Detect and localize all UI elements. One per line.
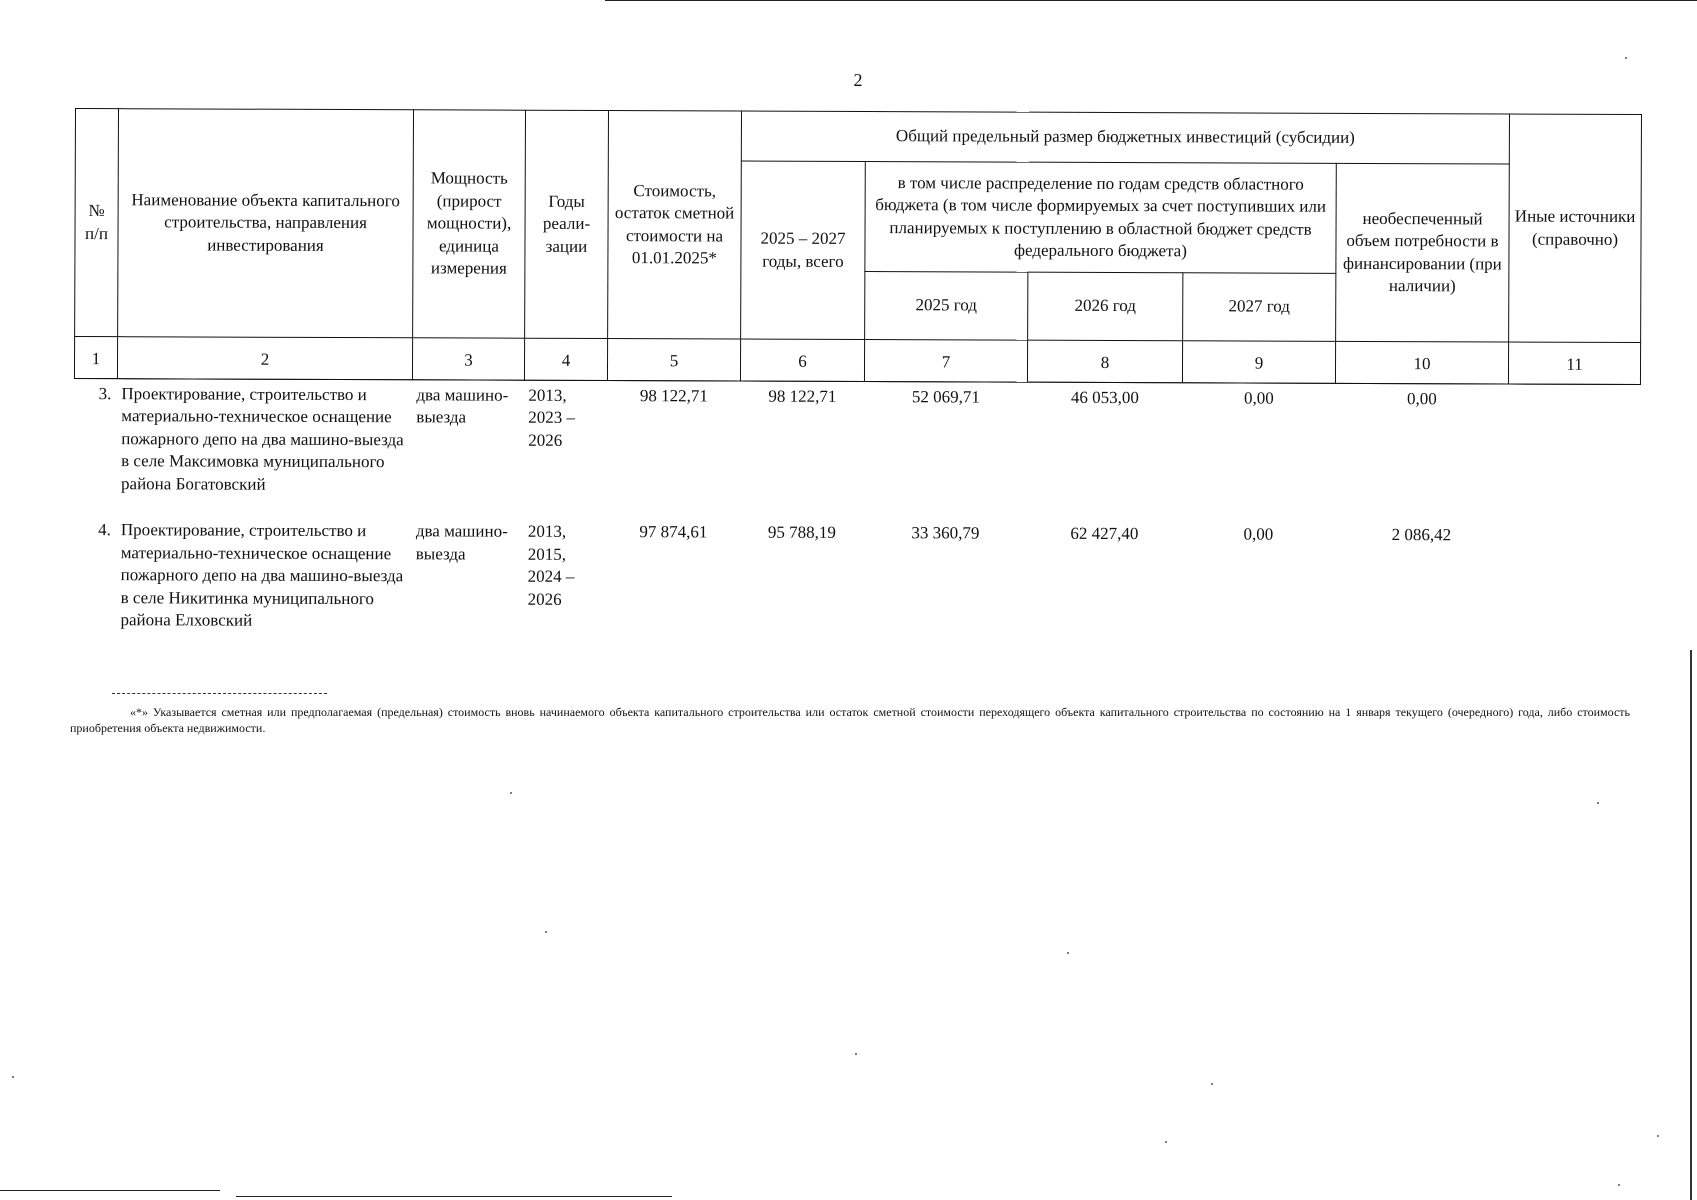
scan-speck [545, 931, 547, 933]
investment-table [73, 108, 1642, 657]
year-2027-value: 0,00 [1243, 524, 1274, 544]
header-year-2027: 2027 год [1183, 273, 1336, 342]
column-number: 6 [740, 339, 864, 381]
footnote-separator [112, 693, 327, 694]
other-sources-value [1508, 384, 1641, 521]
cost-value: 97 874,61 [639, 522, 708, 542]
header-budget-group: Общий предельный размер бюджетных инвестиций (субсидии) [741, 111, 1509, 164]
header-year-2025: 2025 год [865, 272, 1028, 341]
column-number: 5 [607, 339, 740, 382]
unfunded-value: 0,00 [1406, 389, 1437, 409]
scan-speck [1067, 952, 1069, 954]
header-name: Наименование объекта капитального строительства, направления инвестирования [118, 109, 414, 338]
header-total: 2025 – 2027 годы, всего [741, 161, 866, 339]
scan-edge-top [605, 0, 1697, 1]
cost-value: 98 122,71 [639, 386, 708, 406]
scan-speck [510, 792, 512, 794]
column-number: 10 [1335, 341, 1508, 384]
years-value: 2013, 2023 – 2026 [528, 385, 576, 450]
header-year-2026: 2026 год [1028, 272, 1183, 341]
capacity-value: два машино-выезда [415, 521, 508, 564]
other-sources-value [1507, 521, 1640, 658]
scan-speck [1657, 1135, 1659, 1137]
scan-speck [1165, 1141, 1167, 1143]
object-name: Проектирование, строительство и материально-техническое оснащение пожарного депо на два машино-выезда в селе Никитинка муниципального района Елховский [120, 520, 404, 630]
years-value: 2013, 2015, 2024 – 2026 [527, 521, 575, 609]
header-years: Годы реали-зации [525, 110, 609, 338]
scan-speck [1618, 1184, 1620, 1186]
scan-speck [1625, 57, 1627, 59]
scan-speck [12, 1076, 14, 1078]
total-value: 98 122,71 [768, 386, 837, 406]
column-number: 9 [1182, 341, 1335, 384]
scan-edge-bottom-left [0, 1190, 220, 1191]
total-value: 95 788,19 [767, 522, 836, 543]
column-number: 11 [1508, 342, 1640, 385]
header-capacity: Мощность (прирост мощности), единица измерения [413, 110, 526, 338]
unfunded-value: 2 086,42 [1391, 525, 1452, 545]
header-cost: Стоимость, остаток сметной стоимости на 01.01.2025* [608, 111, 742, 340]
row-number: 3. [98, 384, 112, 404]
header-num: № п/п [75, 109, 119, 337]
object-name: Проектирование, строительство и материально-техническое оснащение пожарного депо на два машино-выезда в селе Максимовка муниципального района Богатовский [121, 384, 404, 494]
table-header [75, 109, 1642, 343]
scan-edge-right [1690, 650, 1692, 1200]
year-2026-value: 46 053,00 [1070, 387, 1139, 408]
table-row [74, 378, 1641, 521]
scan-speck [1211, 1083, 1213, 1085]
column-number: 3 [412, 338, 524, 380]
year-2026-value: 62 427,40 [1070, 524, 1139, 544]
header-distribution: в том числе распределение по годам средств областного бюджета (в том числе формируемых за счет поступивших или планируемых к поступлению в областной бюджет средств федерального бюджета) [865, 162, 1336, 274]
column-number: 2 [117, 337, 412, 380]
header-unfunded: необеспеченный объем потребности в финансировании (при наличии) [1336, 163, 1510, 342]
table-body [73, 378, 1640, 657]
column-number: 8 [1027, 340, 1182, 383]
column-number: 4 [524, 338, 607, 380]
header-other-sources: Иные источники (справочно) [1509, 114, 1642, 343]
year-2025-value: 52 069,71 [911, 387, 980, 407]
year-2025-value: 33 360,79 [911, 523, 980, 543]
scan-edge-bottom-mid [236, 1196, 672, 1197]
table-row [73, 515, 1640, 657]
page-number: 2 [853, 70, 863, 90]
year-2027-value: 0,00 [1243, 388, 1274, 408]
column-number: 7 [864, 340, 1027, 383]
column-number: 1 [74, 337, 117, 379]
scan-speck [1597, 802, 1599, 804]
scan-speck [855, 1053, 857, 1055]
footnote: «*» Указывается сметная или предполагаемая (предельная) стоимость вновь начинаемого объекта капитального строительства или остаток сметной стоимости переходящего объекта капитального строительства по состоянию на 1 января текущего (очередного) года, либо стоимость приобретения объекта недвижимости. [70, 705, 1630, 736]
column-numbers [74, 337, 1640, 385]
row-number: 4. [98, 520, 111, 540]
capacity-value: два машино-выезда [416, 385, 509, 427]
